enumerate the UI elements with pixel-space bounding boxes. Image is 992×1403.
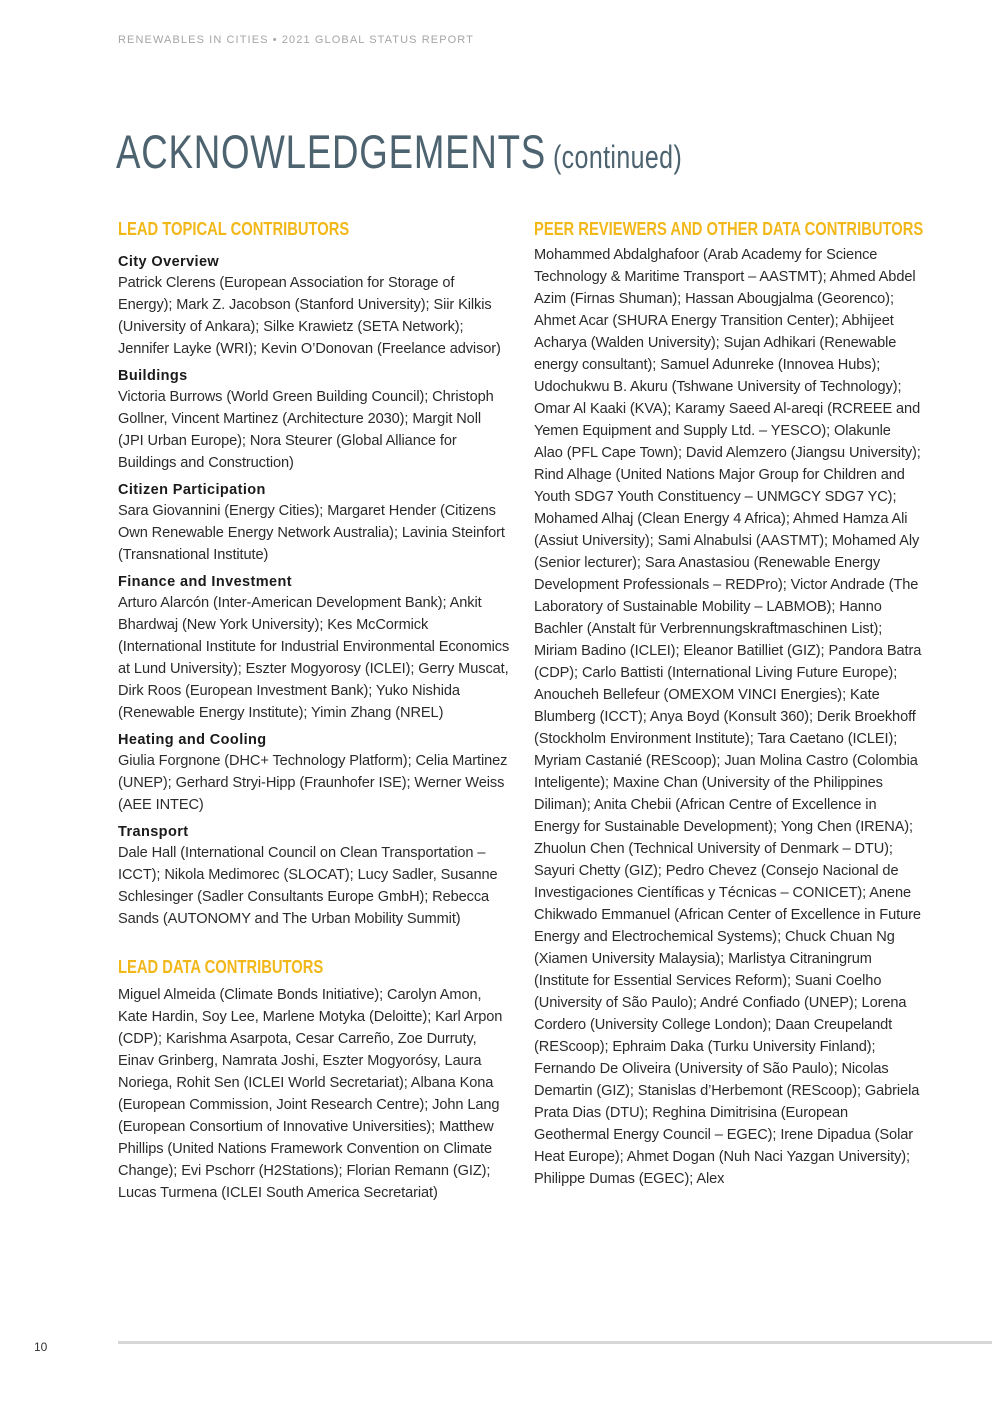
- right-column: [534, 218, 922, 1190]
- group-text-buildings: Victoria Burrows (World Green Building Council); Christoph Gollner, Vincent Martinez (Architecture 2030); Margit Noll (JPI Urban Europe); Nora Steurer (Global Alliance for Buildings and Construction): [118, 389, 494, 471]
- group-heading-city-overview: City Overview: [118, 254, 220, 270]
- lead-data-heading: LEAD DATA CONTRIBUTORS: [118, 957, 324, 977]
- lead-topical-heading: LEAD TOPICAL CONTRIBUTORS: [118, 219, 350, 239]
- group-heading-citizen-participation: Citizen Participation: [118, 482, 266, 498]
- lead-data-text: Miguel Almeida (Climate Bonds Initiative); Carolyn Amon, Kate Hardin, Soy Lee, Marlene Motyka (Deloitte); Karl Arpon (CDP); Karishma Asarpota, Cesar Carreño, Zoe Durruty, Einav Grinberg, Namrata Joshi, Eszter Mogyorósy, Laura Noriega, Rohit Sen (ICLEI World Secretariat); Albana Kona (European Commission, Joint Research Centre); John Lang (European Consortium of Innovative Universities); Matthew Phillips (United Nations Framework Convention on Climate Change); Evi Pschorr (H2Stations); Florian Remann (GIZ); Lucas Turmena (ICLEI South America Secretariat): [118, 987, 503, 1201]
- footer-rule: [118, 1341, 992, 1344]
- group-text-heating-cooling: Giulia Forgnone (DHC+ Technology Platform); Celia Martinez (UNEP); Gerhard Stryi-Hipp (Fraunhofer ISE); Werner Weiss (AEE INTEC): [118, 753, 508, 813]
- page-number: 10: [34, 1340, 48, 1354]
- running-header: RENEWABLES IN CITIES • 2021 GLOBAL STATUS REPORT: [118, 34, 474, 46]
- group-text-transport: Dale Hall (International Council on Clean Transportation – ICCT); Nikola Medimorec (SLOCAT); Lucy Sadler, Susanne Schlesinger (Sadler Consultants Europe GmbH); Rebecca Sands (AUTONOMY and The Urban Mobility Summit): [118, 845, 498, 927]
- group-heading-transport: Transport: [118, 824, 189, 840]
- left-column: [118, 218, 510, 1204]
- group-text-city-overview: Patrick Clerens (European Association for Storage of Energy); Mark Z. Jacobson (Stanford University); Siir Kilkis (University of Ankara); Silke Krawietz (SETA Network); Jennifer Layke (WRI); Kevin O’Donovan (Freelance advisor): [118, 275, 501, 357]
- page-title-continued: (continued): [552, 139, 683, 175]
- group-heading-buildings: Buildings: [118, 368, 188, 384]
- page-title-main: ACKNOWLEDGEMENTS: [116, 125, 547, 178]
- group-heading-heating-cooling: Heating and Cooling: [118, 732, 267, 748]
- peer-reviewers-text: Mohammed Abdalghafoor (Arab Academy for Science Technology & Maritime Transport – AASTMT); Ahmed Abdel Azim (Firnas Shuman); Hassan Abougjalma (Georenco); Ahmet Acar (SHURA Energy Transition Center); Abhijeet Acharya (Walden University); Sujan Adhikari (Renewable energy consultant); Samuel Adunreke (Innovea Hubs); Udochukwu B. Akuru (Tshwane University of Technology); Omar Al Kaaki (KVA); Karamy Saeed Al-areqi (RCREEE and Yemen Equipment and Supply Ltd. – YESCO); Olakunle Alao (PFL Cape Town); David Alemzero (Jiangsu University); Rind Alhage (United Nations Major Group for Children and Youth SDG7 Youth Constituency – UNMGCY SDG7 YC); Mohamed Alhaj (Clean Energy 4 Africa); Ahmed Hamza Ali (Assiut University); Sami Alnabulsi (AASTMT); Mohamed Aly (Senior lecturer); Sara Anastasiou (Renewable Energy Development Professionals – REDPro); Victor Andrade (The Laboratory of Sustainable Mobility – LABMOB); Hanno Bachler (Anstalt für Verbrennungskraftmaschinen List); Miriam Badino (ICLEI); Eleanor Batilliet (GIZ); Pandora Batra (CDP); Carlo Battisti (International Living Future Europe); Anoucheh Bellefeur (OMEXOM VINCI Energies); Kate Blumberg (ICCT); Anya Boyd (Konsult 360); Derik Broekhoff (Stockholm Environment Institute); Tara Caetano (ICLEI); Myriam Castanié (REScoop); Juan Molina Castro (Colombia Inteligente); Maxine Chan (University of the Philippines Diliman); Anita Chebii (African Centre of Excellence in Energy for Sustainable Development); Yong Chen (IRENA); Zhuolun Chen (Technical University of Denmark – DTU); Sayuri Chetty (GIZ); Pedro Chevez (Consejo Nacional de Investigaciones Científicas y Técnicas – CONICET); Anene Chikwado Emmanuel (African Center of Excellence in Future Energy and Electrochemical Systems); Chuck Chuan Ng (Xiamen University Malaysia); Marlistya Citraningrum (Institute for Essential Services Reform); Suani Coelho (University of São Paulo); André Confiado (UNEP); Lorena Cordero (University College London); Daan Creupelandt (REScoop); Ephraim Daka (Turku University Finland); Fernando De Oliveira (University of São Paulo); Nicolas Demartin (GIZ); Stanislas d’Herbemont (REScoop); Gabriela Prata Dias (DTU); Reghina Dimitrisina (European Geothermal Energy Council – EGEC); Irene Dipadua (Solar Heat Europe); Ahmet Dogan (Nuh Naci Yazgan University); Philippe Dumas (EGEC); Alex: [534, 247, 922, 1187]
- group-text-citizen-participation: Sara Giovannini (Energy Cities); Margaret Hender (Citizens Own Renewable Energy Network Australia); Lavinia Steinfort (Transnational Institute): [118, 503, 505, 563]
- peer-reviewers-heading: PEER REVIEWERS AND OTHER DATA CONTRIBUTORS: [534, 219, 924, 239]
- page-title: [116, 124, 682, 179]
- group-text-finance-investment: Arturo Alarcón (Inter-American Development Bank); Ankit Bhardwaj (New York University); Kes McCormick (International Institute for Industrial Environmental Economics at Lund University); Eszter Mogyorosy (ICLEI); Gerry Muscat, Dirk Roos (European Investment Bank); Yuko Nishida (Renewable Energy Institute); Yimin Zhang (NREL): [118, 595, 510, 721]
- group-heading-finance-investment: Finance and Investment: [118, 574, 292, 590]
